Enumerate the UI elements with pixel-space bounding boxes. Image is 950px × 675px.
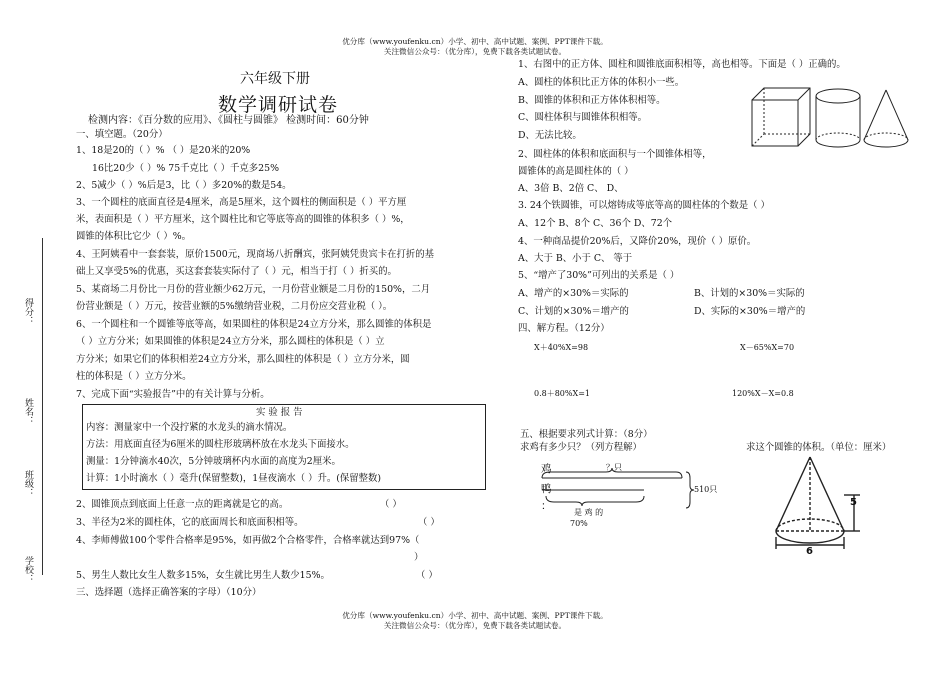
judge-q2-paren: （ ）	[380, 499, 402, 510]
cylinder-bottom	[816, 140, 860, 147]
q3-line-a: 3、一个圆柱的底面直径是4厘米，高是5厘米，这个圆柱的侧面积是（ ）平方厘	[76, 197, 407, 208]
section-5-title: 五、根据要求列式计算：（8分）	[520, 429, 653, 440]
percent-label: 70%	[570, 519, 588, 528]
choice-q5-c: C、计划的×30%＝增产的	[518, 306, 629, 317]
problem-2-prompt: 求这个圆锥的体积。（单位：厘米）	[746, 442, 892, 453]
section-4-title: 四、解方程。（12分）	[518, 323, 610, 334]
choice-q1-a: A、圆柱的体积比正方体的体积小一些。	[518, 77, 685, 88]
problem-1-prompt: 求鸡有多少只？（列方程解）	[520, 442, 642, 453]
cone-right-edge	[810, 457, 844, 531]
q7: 7、完成下面“实验报告”中的有关计算与分析。	[76, 389, 270, 400]
judge-q5-paren: （ ）	[416, 570, 438, 581]
footer-line-1: 优分库（www.youfenku.cn）小学、初中、高中试题、案例、PPT课件下载。	[342, 611, 608, 620]
unknown-count-label: ？只	[606, 463, 622, 472]
q1-line-a: 1、18是20的（ ）% （ ）是20米的20%	[76, 145, 251, 156]
choice-q4-options: A、大于 B、小于 C、 等于	[518, 253, 633, 264]
grade-title: 六年级下册	[240, 71, 310, 87]
score-label: 得分：	[23, 298, 33, 325]
name-label: 姓名：	[23, 398, 33, 425]
is-chicken-label: 是 鸡 的	[574, 508, 604, 517]
equation-1: X＋40%X=98	[534, 343, 589, 352]
choice-q1-b: B、圆锥的体积和正方体体积相等。	[518, 95, 666, 106]
cone-diameter-value: 6	[806, 546, 813, 557]
choice-q2-b: 圆锥体的高是圆柱体的（ ）	[518, 166, 634, 177]
q2: 2、5减少（ ）%后是3，比（ ）多20%的数是54。	[76, 180, 292, 191]
cone-side-right	[886, 90, 908, 140]
school-label: 学校：	[23, 556, 33, 583]
total-count-label: 510只	[694, 485, 718, 494]
choice-q1: 1、右图中的正方体、圆柱和圆锥底面积相等，高也相等。下面是（ ）正确的。	[518, 59, 846, 70]
choice-q5: 5、“增产了30%”可列出的关系是（ ）	[518, 270, 680, 281]
cone-side-left	[864, 90, 886, 140]
hen-label: 鸡	[541, 463, 552, 475]
q1-line-b: 16比20少（ ）% 75千克比（ ）千克多25%	[92, 163, 279, 174]
choice-q5-a: A、增产的×30%＝实际的	[518, 288, 629, 299]
section-3-title: 三、选择题（选择正确答案的字母）（10分）	[76, 587, 262, 598]
cone-base-front	[776, 531, 844, 543]
q3-line-c: 圆锥的体积比它少（ ）%。	[76, 231, 192, 242]
report-content: 内容：测量家中一个没拧紧的水龙头的滴水情况。	[86, 422, 293, 433]
percent-brace	[546, 496, 644, 506]
hen-brace	[542, 468, 682, 478]
cone-figure	[772, 455, 882, 555]
q4-line-a: 4、王阿姨看中一套套装，原价1500元，现商场八折酬宾，张阿姨凭贵宾卡在打折的基	[76, 249, 434, 260]
choice-q3: 3. 24个铁圆锥，可以熔铸成等底等高的圆柱体的个数是（ ）	[518, 200, 770, 211]
q3-line-b: 米，表面积是（ ）平方厘米，这个圆柱比和它等底等高的圆锥的体积多（ ）%，	[76, 214, 410, 225]
report-measure: 测量：1分钟滴水40次，5分钟玻璃杯内水面的高度为2厘米。	[86, 456, 341, 467]
report-title: 实 验 报 告	[256, 407, 303, 418]
solids-figure	[750, 84, 910, 154]
judge-q4: 4、李师傅做100个零件合格率是95%，如再做2个合格零件，合格率就达到97%（	[76, 535, 420, 546]
total-brace	[686, 472, 694, 508]
choice-q5-d: D、实际的×30%＝增产的	[694, 306, 806, 317]
choice-q4: 4、一种商品提价20%后，又降价20%，现价（ ）原价。	[518, 236, 757, 247]
cylinder-top	[816, 89, 860, 103]
equation-4: 120%X－X=0.8	[732, 389, 794, 398]
q5-line-a: 5、某商场二月份比一月份的营业额少62万元，一月份营业额是二月份的150%，二月	[76, 284, 431, 295]
choice-q2-a: 2、圆柱体的体积和底面积与一个圆锥体相等，	[518, 149, 712, 160]
choice-q2-options: A、3倍 B、2倍 C、 D、	[518, 183, 624, 194]
q6-line-a: 6、一个圆柱和一个圆锥等底等高，如果圆柱的体积是24立方分米，那么圆锥的体积是	[76, 319, 432, 330]
q5-line-b: 份营业额是（ ）万元，按营业额的5%缴纳营业税，二月份应交营业税（ ）。	[76, 301, 393, 312]
judge-q5: 5、男生人数比女生人数多15%，女生就比男生人数少15%。	[76, 570, 330, 581]
judge-q3-paren: （ ）	[418, 517, 440, 528]
choice-q1-c: C、圆柱体积与圆锥体积相等。	[518, 112, 648, 123]
duck-colon: ：	[541, 500, 552, 512]
class-label: 班级：	[23, 470, 33, 497]
q6-line-b: （ ）立方分米；如果圆锥的体积是24立方分米，那么圆柱的体积是（ ）立	[76, 336, 385, 347]
q6-line-c: 方分米；如果它们的体积相差24立方分米，那么圆柱的体积是（ ）立方分米，圆	[76, 354, 410, 365]
segment-diagram	[540, 466, 700, 516]
report-calc: 计算：1小时滴水（ ）毫升(保留整数)，1昼夜滴水（ ）升。(保留整数)	[86, 473, 382, 484]
q4-line-b: 础上又享受5%的优惠，买这套套装实际付了（ ）元，相当于打（ ）折买的。	[76, 266, 397, 277]
judge-q4-paren: ）	[414, 552, 424, 563]
q6-line-d: 柱的体积是（ ）立方分米。	[76, 371, 192, 382]
judge-q2: 2、圆锥顶点到底面上任意一点的距离就是它的高。	[76, 499, 289, 510]
equation-3: 0.8＋80%X=1	[534, 389, 590, 398]
duck-label: 鸭	[541, 483, 552, 495]
header-line-1: 优分库（www.youfenku.cn）小学、初中、高中试题、案例、PPT课件下载。	[342, 37, 608, 46]
exam-info: 检测内容：《百分数的应用》、《圆柱与圆锥》 检测时间：60分钟	[88, 115, 369, 126]
footer-line-2: 关注微信公众号：（优分库），免费下载各类试题试卷。	[383, 621, 567, 630]
header-line-2: 关注微信公众号：（优分库），免费下载各类试题试卷。	[383, 47, 567, 56]
choice-q1-d: D、无法比较。	[518, 130, 582, 141]
exam-title: 数学调研试卷	[218, 94, 339, 116]
judge-q3: 3、半径为2米的圆柱体，它的底面周长和底面积相等。	[76, 517, 304, 528]
cone-height-value: 5	[850, 497, 857, 508]
section-1-title: 一、填空题。（20分）	[76, 129, 168, 140]
choice-q5-b: B、计划的×30%＝实际的	[694, 288, 805, 299]
equation-2: X－65%X=70	[740, 343, 795, 352]
choice-q3-options: A、12个 B、8个 C、36个 D、72个	[518, 218, 673, 229]
binding-line	[42, 238, 43, 575]
report-method: 方法：用底面直径为6厘米的圆柱形玻璃杯放在水龙头下面接水。	[86, 439, 355, 450]
